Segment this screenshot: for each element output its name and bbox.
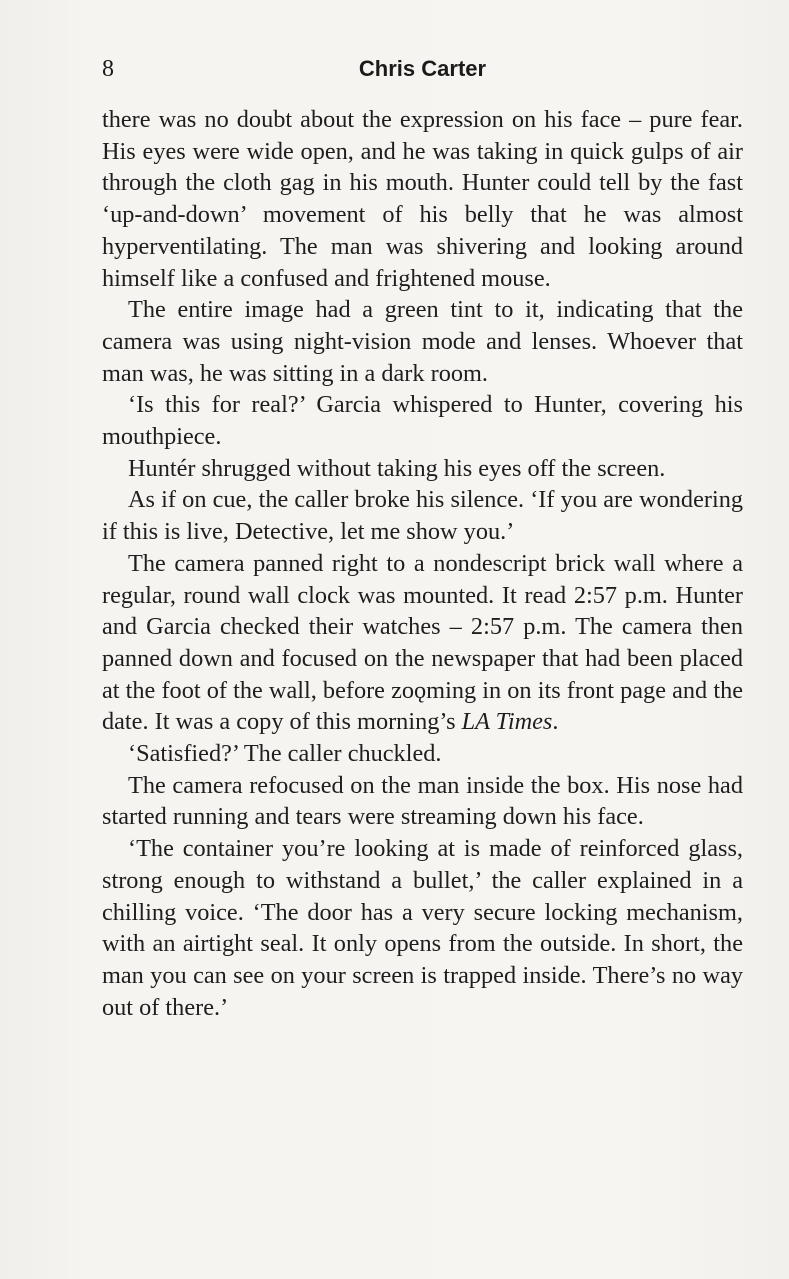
paragraph: ‘Satisfied?’ The caller chuckled. (128, 740, 442, 768)
newspaper-title: LA Times (461, 708, 553, 736)
body-text (102, 104, 743, 1023)
page-header (102, 52, 743, 86)
paragraph-text: The camera panned right to a nondescript brick wall where a regular, round wall clock was mounted. It read 2:57 p.m. Hunter and Garcia checked their watches – 2:57 p.m. The camera then panned down and focused on the newspaper that had been placed at the foot of the wall, before zoǫming in on its front page and the date. It was a copy of this morning’s (102, 549, 743, 736)
paragraph: ‘Is this for real?’ Garcia whispered to Hunter, covering his mouthpiece. (102, 391, 743, 451)
paragraph: Huntér shrugged without taking his eyes off the screen. (128, 454, 666, 482)
paragraph: As if on cue, the caller broke his silence. ‘If you are wondering if this is live, Detective, let me show you.’ (102, 486, 743, 546)
paragraph-end: . (552, 708, 559, 736)
paragraph (102, 548, 743, 738)
paragraph: The entire image had a green tint to it, indicating that the camera was using night-vision mode and lenses. Whoever that man was, he was sitting in a dark room. (102, 296, 743, 387)
page-number: 8 (102, 56, 114, 82)
running-head-author: Chris Carter (358, 56, 487, 81)
paragraph: ‘The container you’re looking at is made of reinforced glass, strong enough to withstand a bullet,’ the caller explained in a chilling voice. ‘The door has a very secure locking mechanism, with an airtight seal. It only opens from the outside. In short, the man you can see on your screen is trapped inside. There’s no way out of there.’ (102, 835, 743, 1021)
paragraph: there was no doubt about the expression on his face – pure fear. His eyes were wide open, and he was taking in quick gulps of air through the cloth gag in his mouth. Hunter could tell by the fast ‘up-and-down’ movement of his belly that he was almost hyperventilating. The man was shivering and looking around himself like a confused and frightened mouse. (102, 106, 743, 292)
paragraph: The camera refocused on the man inside the box. His nose had started running and tears were streaming down his face. (102, 771, 743, 831)
